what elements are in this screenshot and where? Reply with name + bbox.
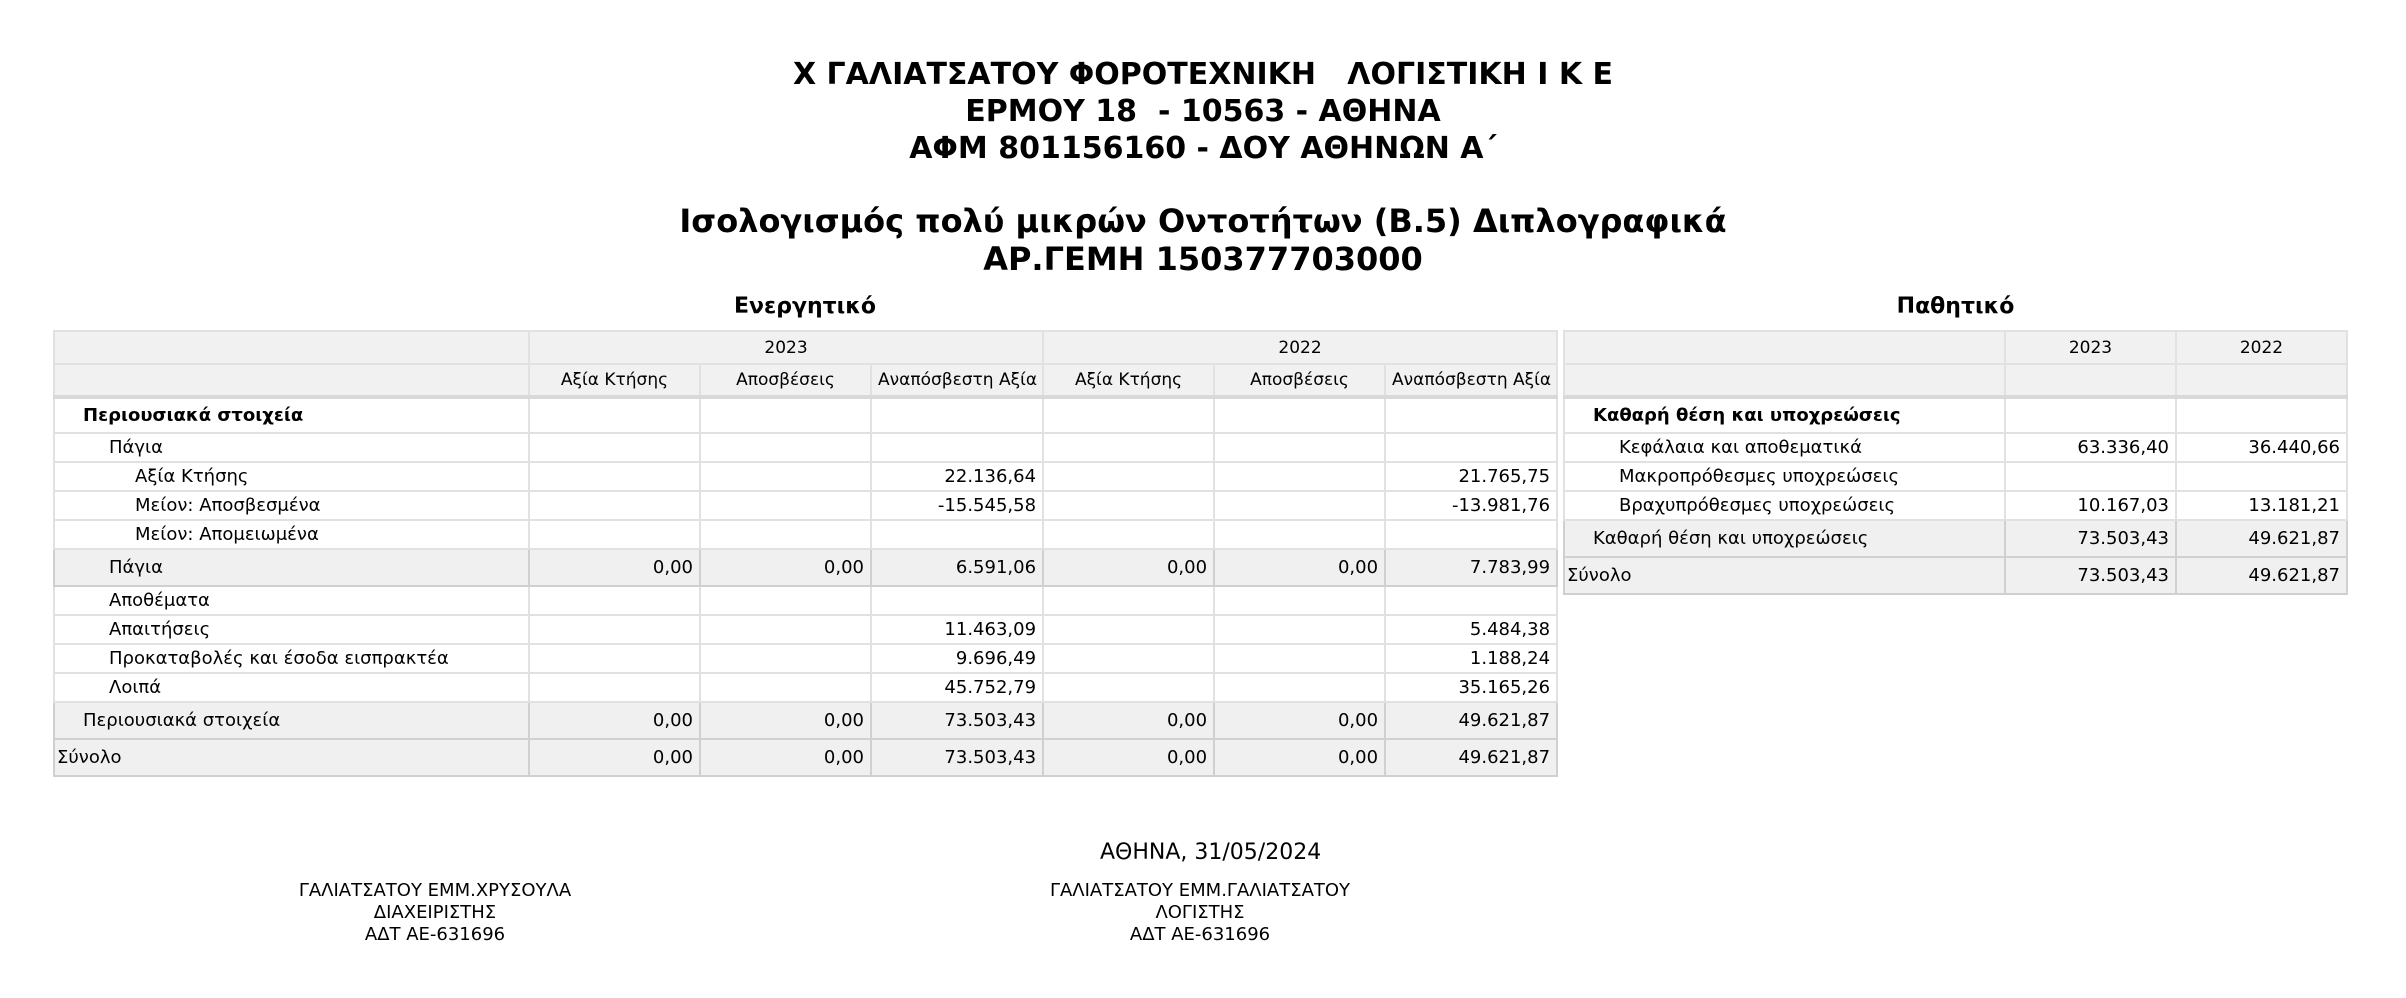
liabilities-table (1563, 330, 2348, 595)
value-cell (529, 397, 700, 433)
year-header-2023: 2023 (529, 331, 1043, 364)
value-cell: 0,00 (529, 702, 700, 739)
value-cell: 63.336,40 (2005, 433, 2176, 462)
value-cell: 9.696,49 (871, 644, 1043, 673)
signature-block-manager (235, 880, 635, 946)
value-cell (1385, 433, 1557, 462)
value-cell (1385, 520, 1557, 549)
value-cell (1043, 586, 1214, 615)
value-cell: 5.484,38 (1385, 615, 1557, 644)
column-header: Αξία Κτήσης (1043, 364, 1214, 397)
signer-name: ΓΑΛΙΑΤΣΑΤΟΥ ΕΜΜ.ΓΑΛΙΑΤΣΑΤΟΥ (1049, 880, 1351, 901)
liabilities-title: Παθητικό (1896, 294, 2015, 319)
column-header: Αποσβέσεις (700, 364, 871, 397)
value-cell (1043, 644, 1214, 673)
table-row (1564, 462, 2347, 491)
value-cell: 0,00 (1214, 549, 1385, 586)
value-cell (1214, 673, 1385, 702)
value-cell (529, 433, 700, 462)
value-cell: 35.165,26 (1385, 673, 1557, 702)
table-row (1564, 491, 2347, 520)
value-cell (700, 615, 871, 644)
assets-year-header (54, 331, 1557, 364)
value-cell (871, 397, 1043, 433)
company-address: ΕΡΜΟΥ 18 - 10563 - ΑΘΗΝΑ (965, 94, 1441, 129)
value-cell: 73.503,43 (871, 739, 1043, 776)
value-cell: 7.783,99 (1385, 549, 1557, 586)
liabilities-year-header (1564, 331, 2347, 364)
value-cell: -15.545,58 (871, 491, 1043, 520)
document-header (0, 56, 2406, 167)
table-row (54, 673, 1557, 702)
value-cell: 36.440,66 (2176, 433, 2347, 462)
table-row (54, 397, 1557, 433)
row-label: Σύνολο (1564, 557, 2005, 594)
value-cell (871, 433, 1043, 462)
value-cell (1385, 586, 1557, 615)
table-row (54, 520, 1557, 549)
value-cell: -13.981,76 (1385, 491, 1557, 520)
value-cell (2005, 397, 2176, 433)
empty-header-cell (1564, 364, 2005, 397)
row-label: Καθαρή θέση και υποχρεώσεις (1564, 520, 2005, 557)
value-cell (1043, 462, 1214, 491)
row-label: Αξία Κτήσης (54, 462, 529, 491)
signer-role: ΛΟΓΙΣΤΗΣ (1155, 902, 1245, 923)
value-cell (1043, 397, 1214, 433)
value-cell (871, 520, 1043, 549)
empty-header-cell (2176, 364, 2347, 397)
value-cell: 49.621,87 (2176, 557, 2347, 594)
value-cell: 0,00 (1043, 739, 1214, 776)
value-cell: 0,00 (529, 739, 700, 776)
value-cell: 13.181,21 (2176, 491, 2347, 520)
signer-role: ΔΙΑΧΕΙΡΙΣΤΗΣ (373, 902, 497, 923)
company-tax-info: ΑΦΜ 801156160 - ΔΟΥ ΑΘΗΝΩΝ Α΄ (909, 131, 1497, 166)
value-cell: 49.621,87 (1385, 702, 1557, 739)
signer-name: ΓΑΛΙΑΤΣΑΤΟΥ ΕΜΜ.ΧΡΥΣΟΥΛΑ (298, 880, 572, 901)
value-cell: 0,00 (1214, 739, 1385, 776)
table-row (1564, 397, 2347, 433)
row-label: Σύνολο (54, 739, 529, 776)
gemi-number: ΑΡ.ΓΕΜΗ 150377703000 (983, 240, 1423, 278)
table-row (54, 549, 1557, 586)
report-date: ΑΘΗΝΑ, 31/05/2024 (1100, 840, 1322, 865)
value-cell: 49.621,87 (2176, 520, 2347, 557)
value-cell (1214, 520, 1385, 549)
year-header-2023: 2023 (2005, 331, 2176, 364)
column-header: Αξία Κτήσης (529, 364, 700, 397)
table-row (1564, 520, 2347, 557)
table-row (54, 586, 1557, 615)
value-cell (1043, 520, 1214, 549)
table-row (54, 462, 1557, 491)
year-header-2022: 2022 (2176, 331, 2347, 364)
signature-block-accountant (1000, 880, 1400, 946)
value-cell: 49.621,87 (1385, 739, 1557, 776)
row-label: Μείον: Απομειωμένα (54, 520, 529, 549)
value-cell (700, 397, 871, 433)
value-cell (1214, 397, 1385, 433)
table-row (1564, 557, 2347, 594)
row-label: Πάγια (54, 549, 529, 586)
empty-header-cell (54, 364, 529, 397)
assets-title: Ενεργητικό (733, 294, 876, 319)
value-cell: 45.752,79 (871, 673, 1043, 702)
value-cell (529, 491, 700, 520)
table-row (54, 739, 1557, 776)
value-cell: 0,00 (529, 549, 700, 586)
value-cell (2005, 462, 2176, 491)
row-label: Πάγια (54, 433, 529, 462)
value-cell (1214, 462, 1385, 491)
table-row (54, 433, 1557, 462)
empty-header-cell (1564, 331, 2005, 364)
value-cell: 22.136,64 (871, 462, 1043, 491)
row-label: Καθαρή θέση και υποχρεώσεις (1564, 397, 2005, 433)
table-row (54, 491, 1557, 520)
row-label: Μακροπρόθεσμες υποχρεώσεις (1564, 462, 2005, 491)
empty-header-cell (54, 331, 529, 364)
value-cell: 1.188,24 (1385, 644, 1557, 673)
row-label: Αποθέματα (54, 586, 529, 615)
report-header (0, 202, 2406, 278)
empty-header-cell (2005, 364, 2176, 397)
column-header: Αναπόσβεστη Αξία (871, 364, 1043, 397)
value-cell: 0,00 (700, 739, 871, 776)
row-label: Βραχυπρόθεσμες υποχρεώσεις (1564, 491, 2005, 520)
value-cell (529, 644, 700, 673)
value-cell: 11.463,09 (871, 615, 1043, 644)
value-cell (529, 520, 700, 549)
value-cell (700, 433, 871, 462)
signer-id: ΑΔΤ ΑΕ-631696 (364, 924, 506, 945)
company-name: Χ ΓΑΛΙΑΤΣΑΤΟΥ ΦΟΡΟΤΕΧΝΙΚΗ ΛΟΓΙΣΤΙΚΗ Ι Κ Ε (792, 57, 1614, 92)
value-cell (2176, 462, 2347, 491)
value-cell (700, 491, 871, 520)
value-cell (1214, 491, 1385, 520)
value-cell (700, 644, 871, 673)
value-cell (1043, 433, 1214, 462)
value-cell (700, 520, 871, 549)
value-cell (1214, 615, 1385, 644)
value-cell: 0,00 (700, 549, 871, 586)
value-cell: 73.503,43 (871, 702, 1043, 739)
value-cell: 73.503,43 (2005, 557, 2176, 594)
table-row (54, 702, 1557, 739)
value-cell (2176, 397, 2347, 433)
row-label: Περιουσιακά στοιχεία (54, 702, 529, 739)
column-header: Αποσβέσεις (1214, 364, 1385, 397)
value-cell: 73.503,43 (2005, 520, 2176, 557)
value-cell (1214, 586, 1385, 615)
row-label: Λοιπά (54, 673, 529, 702)
row-label: Περιουσιακά στοιχεία (54, 397, 529, 433)
column-header: Αναπόσβεστη Αξία (1385, 364, 1557, 397)
value-cell: 0,00 (700, 702, 871, 739)
value-cell (871, 586, 1043, 615)
value-cell: 21.765,75 (1385, 462, 1557, 491)
report-title: Ισολογισμός πολύ μικρών Οντοτήτων (Β.5) Διπλογραφικά (679, 202, 1727, 240)
value-cell (1214, 644, 1385, 673)
assets-table (53, 330, 1558, 777)
row-label: Προκαταβολές και έσοδα εισπρακτέα (54, 644, 529, 673)
row-label: Απαιτήσεις (54, 615, 529, 644)
liabilities-body (1564, 397, 2347, 594)
value-cell (1043, 673, 1214, 702)
table-row (54, 644, 1557, 673)
assets-body (54, 397, 1557, 776)
value-cell (1214, 433, 1385, 462)
value-cell (700, 586, 871, 615)
value-cell: 0,00 (1214, 702, 1385, 739)
value-cell (1043, 615, 1214, 644)
row-label: Κεφάλαια και αποθεματικά (1564, 433, 2005, 462)
value-cell: 6.591,06 (871, 549, 1043, 586)
liabilities-column-header (1564, 364, 2347, 397)
year-header-2022: 2022 (1043, 331, 1557, 364)
row-label: Μείον: Αποσβεσμένα (54, 491, 529, 520)
value-cell (700, 673, 871, 702)
value-cell: 0,00 (1043, 702, 1214, 739)
value-cell (1043, 491, 1214, 520)
value-cell (529, 586, 700, 615)
value-cell (529, 673, 700, 702)
value-cell (529, 462, 700, 491)
value-cell (529, 615, 700, 644)
assets-column-header (54, 364, 1557, 397)
value-cell (1385, 397, 1557, 433)
value-cell (700, 462, 871, 491)
table-row (54, 615, 1557, 644)
value-cell: 10.167,03 (2005, 491, 2176, 520)
value-cell: 0,00 (1043, 549, 1214, 586)
table-row (1564, 433, 2347, 462)
signer-id: ΑΔΤ ΑΕ-631696 (1129, 924, 1271, 945)
